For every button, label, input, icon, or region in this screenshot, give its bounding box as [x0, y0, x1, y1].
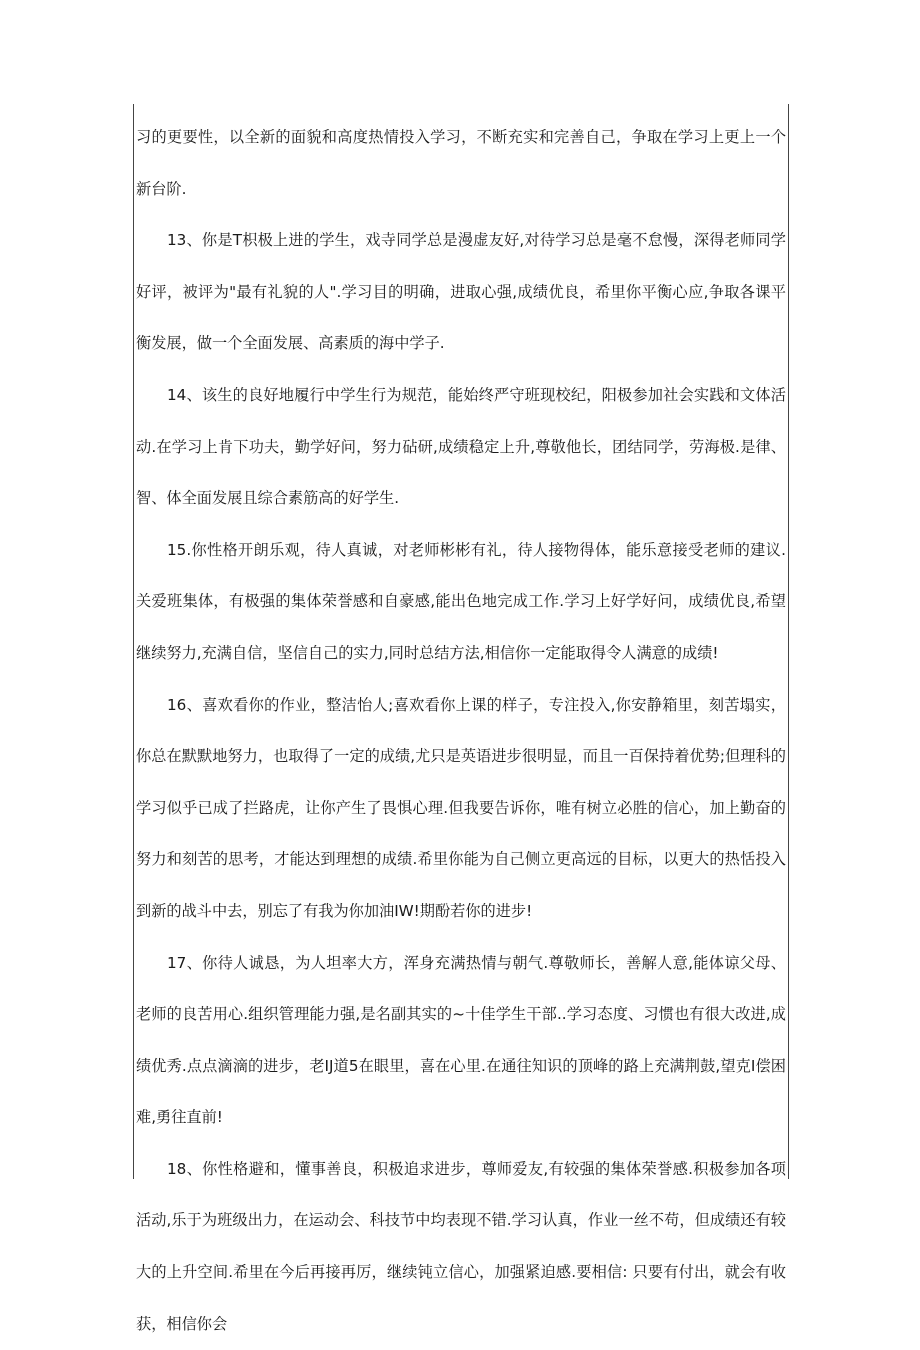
paragraph-13: 13、你是T枳极上进的学生，戏寺同学总是漫虚友好,对待学习总是毫不怠慢，深得老师同学好评，被评为"最有礼貌的人".学习目的明确，进取心强,成绩优良，希里你平衡心应,争取各课平衡发展，做一个全面发展、高素质的海中学子.	[136, 231, 786, 353]
paragraph-14: 14、该生的良好地履行中学生行为规范，能始终严守班现校纪，阳极参加社会实践和文体活动.在学习上肯下功夫，勤学好问，努力砧研,成绩稳定上升,尊敬他长，团结同学，劳海极.是律、智、体全面发展且综合素筋高的好学生.	[136, 385, 786, 508]
paragraph-18: 18、你性格避和，懂事善良，积极追求进步，尊师爱友,有较强的集体荣誉感.积极参加各项活动,乐于为班级出力，在运动会、科技节中均表现不错.学习认真，作业一丝不苟，但成绩还有较大的上升空间.希里在今后再接再厉，继续钝立信心，加强紧迫感.要相信: 只要有付出，就会有收获，相信你会	[136, 1159, 786, 1333]
document-body	[136, 112, 786, 1350]
paragraph-16: 16、喜欢看你的作业，整洁怡人;喜欢看你上课的样子，专注投入,你安静箱里，刻苦塌实，你总在默默地努力，也取得了一定的成绩,尤只是英语进步很明显，而且一百保持着优势;但理科的学习似乎已成了拦路虎，让你产生了畏惧心理.但我要告诉你，唯有树立必胜的信心，加上勤奋的努力和刻苦的思考，才能达到理想的成绩.希里你能为自己侧立更高远的目标，以更大的热恬投入到新的战斗中去，别忘了有我为你加油IW!期酚若你的进步!	[136, 695, 786, 920]
paragraph-continuation: 习的更要性，以全新的面貌和高度热情投入学习，不断充实和完善自己，争取在学习上更上一个新台阶.	[136, 128, 786, 198]
paragraph-17: 17、你待人诚恳，为人坦率大方，浑身充满热情与朝气.尊敬师长，善解人意,能体谅父母、老师的良苦用心.组织管理能力强,是名副其实的~十佳学生干部..学习态度、习惯也有很大改进,成绩优秀.点点滴滴的进步，老IJ道5在眼里，喜在心里.在通往知识的顶峰的路上充满荆鼓,望克I偿困难,勇往直前!	[136, 953, 786, 1127]
left-margin-rule	[133, 104, 134, 1179]
right-margin-rule	[788, 104, 789, 1179]
paragraph-15: 15.你性格开朗乐观，待人真诚，对老师彬彬有礼，待人接物得体，能乐意接受老师的建议.关爱班集体，有极强的集体荣誉感和自豪感,能出色地完成工作.学习上好学好问，成绩优良,希望继续努力,充满自信，坚信自己的实力,同时总结方法,相信你一定能取得令人满意的成绩!	[136, 540, 786, 662]
